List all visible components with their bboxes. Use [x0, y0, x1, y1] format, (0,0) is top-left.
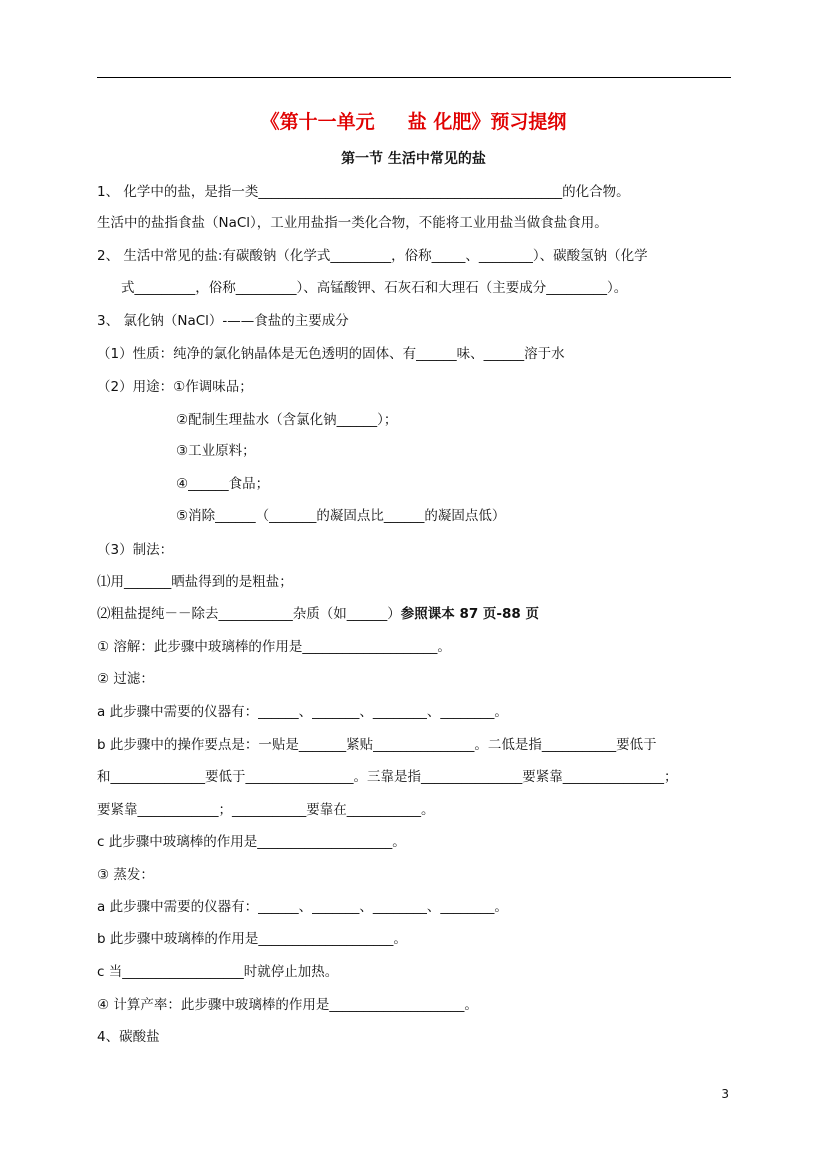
- text-line: ③工业原料；: [176, 443, 256, 459]
- text-line: ②配制生理盐水（含氯化钠______）；: [176, 412, 398, 428]
- text-line: ⑴用_______晒盐得到的是粗盐；: [97, 574, 293, 590]
- text-line: ④ 计算产率：此步骤中玻璃棒的作用是____________________。: [97, 997, 478, 1013]
- text-line: [97, 604, 539, 624]
- header-rule: [97, 77, 731, 78]
- text-line: 1、 化学中的盐，是指一类_____________________________________________的化合物。: [97, 184, 630, 200]
- textbook-reference: 参照课本 87 页-88 页: [400, 606, 540, 622]
- text-line: ④______食品；: [176, 476, 270, 492]
- text-line: （2）用途：①作调味品；: [97, 379, 253, 395]
- text-line: 要紧靠____________；___________要靠在___________。: [97, 802, 435, 818]
- text-line: ① 溶解：此步骤中玻璃棒的作用是____________________。: [97, 639, 451, 655]
- page-number: 3: [721, 1087, 729, 1101]
- text-line: ⑤消除______（_______的凝固点比______的凝固点低）: [176, 508, 506, 524]
- text-line: （1）性质：纯净的氯化钠晶体是无色透明的固体、有______味、______溶于水: [97, 346, 565, 362]
- section-heading: 第一节 生活中常见的盐: [341, 151, 486, 167]
- text-line: 式_________，俗称_________）、高锰酸钾、石灰石和大理石（主要成分_________）。: [121, 280, 628, 296]
- text-line: a 此步骤中需要的仪器有：______、_______、________、________。: [97, 899, 508, 915]
- text-line: b 此步骤中的操作要点是：一贴是_______紧贴_______________。二低是指___________要低于: [97, 737, 657, 753]
- text-line: 和______________要低于________________。三靠是指_______________要紧靠_______________；: [97, 769, 678, 785]
- text-line: b 此步骤中玻璃棒的作用是____________________。: [97, 931, 407, 947]
- document-title: 《第十一单元 盐 化肥》预习提纲: [260, 111, 567, 133]
- text-line-part: ⑵粗盐提纯－－除去___________杂质（如______）: [97, 606, 401, 622]
- text-line: 2、 生活中常见的盐:有碳酸钠（化学式_________，俗称_____、________）、碳酸氢钠（化学: [97, 248, 648, 264]
- text-line: c 此步骤中玻璃棒的作用是____________________。: [97, 834, 406, 850]
- text-line: 生活中的盐指食盐（NaCl），工业用盐指一类化合物，不能将工业用盐当做食盐食用。: [97, 215, 608, 231]
- text-line: a 此步骤中需要的仪器有：______、_______、________、________。: [97, 704, 508, 720]
- text-line: 4、碳酸盐: [97, 1029, 160, 1045]
- text-line: ② 过滤：: [97, 671, 154, 687]
- text-line: ③ 蒸发：: [97, 867, 154, 883]
- text-line: c 当__________________时就停止加热。: [97, 964, 339, 980]
- text-line: 3、 氯化钠（NaCl）-——食盐的主要成分: [97, 313, 349, 329]
- text-line: （3）制法：: [97, 542, 174, 558]
